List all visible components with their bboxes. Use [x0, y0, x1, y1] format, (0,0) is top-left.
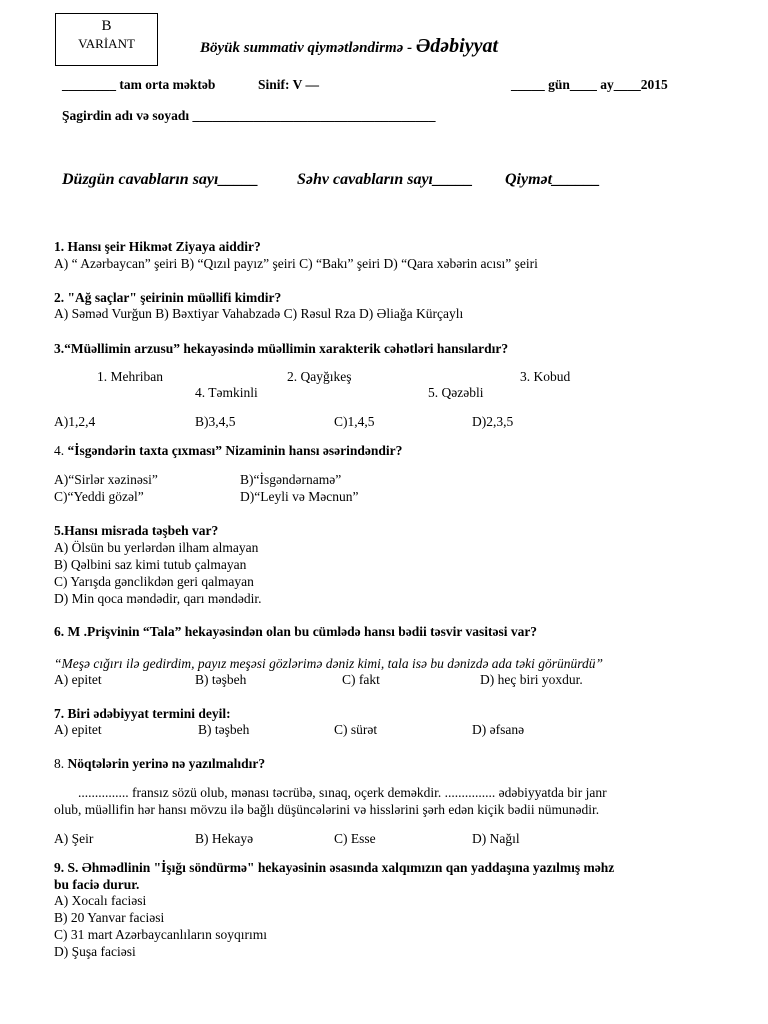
question-6-option: C) fakt	[342, 672, 380, 687]
question-3: 3.“Müəllimin arzusu” hekayəsində müəllimin xarakterik cəhətləri hansılardır?	[54, 341, 509, 356]
question-1: 1. Hansı şeir Hikmət Ziyaya aiddir?	[54, 239, 261, 254]
page-title	[200, 35, 499, 57]
variant-box	[55, 13, 158, 66]
question-6-quote: “Meşə cığırı ilə gedirdim, payız meşəsi gözlərimə dəniz kimi, tala isə bu dənizdə ada təki görünürdü”	[54, 656, 604, 671]
question-4	[54, 443, 402, 459]
question-6-option: D) heç biri yoxdur.	[480, 672, 583, 687]
question-4-number: 4.	[54, 443, 65, 458]
question-8-text-line: ............... fransız sözü olub, mənası təcrübə, sınaq, oçerk deməkdir. ............... ədəbiyyatda bir janr	[78, 785, 607, 800]
question-3-item: 5. Qəzəbli	[428, 385, 484, 400]
question-5-option: C) Yarışda gənclikdən geri qalmayan	[54, 574, 254, 589]
question-4-option: D)“Leyli və Məcnun”	[240, 489, 359, 504]
question-3-item: 3. Kobud	[520, 369, 571, 384]
correct-count-line: Düzgün cavabların sayı_____	[62, 171, 259, 188]
question-7: 7. Biri ədəbiyyat termini deyil:	[54, 706, 231, 721]
question-4-option: B)“İsgəndərnamə”	[240, 472, 342, 487]
question-3-item: 1. Mehriban	[97, 369, 163, 384]
question-6-option: B) təşbeh	[195, 672, 247, 687]
question-8	[54, 756, 265, 772]
question-7-option: A) epitet	[54, 722, 102, 737]
question-8-text-line: olub, müəllifin hər hansı mövzu ilə bağlı düşüncələrini və hisslərini şərh edən kiçik bədii nümunədir.	[54, 802, 600, 817]
class-line: Sinif: V —	[258, 77, 320, 92]
question-8-option: D) Nağıl	[472, 831, 520, 846]
wrong-count-line: Səhv cavabların sayı_____	[297, 171, 473, 188]
question-4-text: “İsgəndərin taxta çıxması” Nizaminin hansı əsərindəndir?	[64, 443, 403, 458]
question-3-option: A)1,2,4	[54, 414, 96, 429]
question-5-option: B) Qəlbini saz kimi tutub çalmayan	[54, 557, 247, 572]
question-8-number: 8.	[54, 756, 65, 771]
title-main: Böyük summativ qiymətləndirmə -	[200, 40, 413, 56]
question-1-answers: A) “ Azərbaycan” şeiri B) “Qızıl payız” şeiri C) “Bakı” şeiri D) “Qara xəbərin acısı” şeiri	[54, 256, 538, 271]
question-7-option: B) təşbeh	[198, 722, 250, 737]
question-9-option: C) 31 mart Azərbaycanlıların soyqırımı	[54, 927, 267, 942]
question-9-line: 9. S. Əhmədlinin "İşığı söndürmə" hekayəsinin əsasında xalqımızın qan yaddaşına yazılmış məhz	[54, 860, 615, 875]
question-4-option: C)“Yeddi gözəl”	[54, 489, 144, 504]
question-5-option: A) Ölsün bu yerlərdən ilham almayan	[54, 540, 259, 555]
question-8-option: A) Şeir	[54, 831, 94, 846]
question-9-option: A) Xocalı faciəsi	[54, 893, 147, 908]
question-6-option: A) epitet	[54, 672, 102, 687]
question-2-answers: A) Səməd Vurğun B) Bəxtiyar Vahabzadə C) Rəsul Rza D) Əliağa Kürçaylı	[54, 306, 464, 321]
variant-label: VARİANT	[78, 36, 135, 51]
question-2: 2. "Ağ saçlar" şeirinin müəllifi kimdir?	[54, 290, 282, 305]
question-4-option: A)“Sirlər xəzinəsi”	[54, 472, 158, 487]
question-9-option: B) 20 Yanvar faciəsi	[54, 910, 165, 925]
question-8-option: C) Esse	[334, 831, 376, 846]
question-9-option: D) Şuşa faciəsi	[54, 944, 136, 959]
question-3-option: B)3,4,5	[195, 414, 236, 429]
question-3-item: 2. Qayğıkeş	[287, 369, 352, 384]
question-3-option: D)2,3,5	[472, 414, 514, 429]
school-line: ________ tam orta məktəb	[62, 77, 216, 92]
grade-line: Qiymət______	[505, 171, 601, 188]
question-9-line: bu faciə durur.	[54, 877, 140, 892]
student-name-line: Şagirdin adı və soyadı ____________________________________	[62, 108, 436, 123]
variant-letter: B	[101, 18, 112, 34]
question-3-option: C)1,4,5	[334, 414, 375, 429]
question-7-option: C) sürət	[334, 722, 378, 737]
question-5: 5.Hansı misrada təşbeh var?	[54, 523, 219, 538]
question-5-option: D) Min qoca məndədir, qarı məndədir.	[54, 591, 262, 606]
title-subject: Ədəbiyyat	[415, 35, 499, 57]
question-3-item: 4. Təmkinli	[195, 385, 258, 400]
question-8-option: B) Hekayə	[195, 831, 254, 846]
question-6: 6. M .Prişvinin “Tala” hekayəsindən olan bu cümlədə hansı bədii təsvir vasitəsi var?	[54, 624, 538, 639]
question-7-option: D) əfsanə	[472, 722, 525, 737]
question-8-text: Nöqtələrin yerinə nə yazılmalıdır?	[64, 756, 266, 771]
date-line: _____ gün____ ay____2015	[511, 77, 668, 92]
